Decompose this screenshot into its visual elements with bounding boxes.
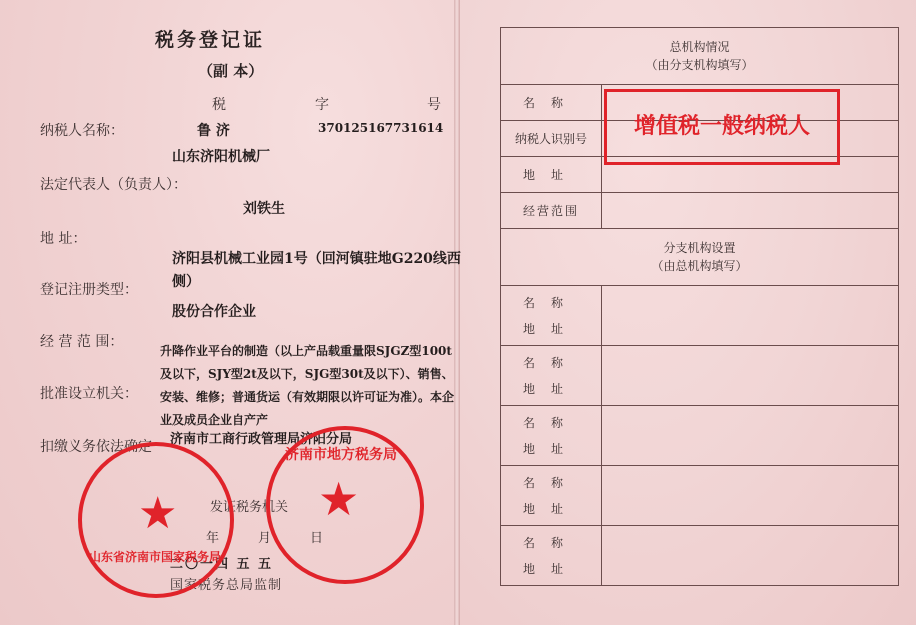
- national-seal-text: 山东省济南市国家税务局: [88, 550, 221, 564]
- branch-1-addr-label: 地址: [522, 321, 579, 336]
- issue-date: 二〇一四 五 五: [170, 557, 274, 572]
- date-label-year: 年: [206, 531, 220, 546]
- legal-rep-label: 法定代表人（负责人）：: [40, 177, 187, 193]
- branch-1-labels: [501, 286, 602, 346]
- branch-4-name-label: 名称: [522, 475, 579, 490]
- branch-title: 分支机构设置: [663, 241, 736, 255]
- row-label-name: 名称: [501, 85, 602, 121]
- tax-no-header-3: 号: [427, 97, 441, 113]
- scope-label: 经 营 范 围：: [40, 334, 124, 350]
- address-label: 地 址：: [40, 231, 87, 247]
- branch-2-name-label: 名称: [522, 355, 579, 370]
- tax-no-header-1: 税: [212, 97, 226, 113]
- page-fold: [454, 0, 460, 625]
- taxpayer-label: 纳税人名称：: [40, 123, 124, 139]
- issuer-label: 发证税务机关: [210, 500, 289, 515]
- footer-supervision: 国家税务总局监制: [170, 578, 283, 593]
- hq-subtitle: （由分支机构填写）: [645, 58, 754, 72]
- branch-5-labels: [501, 526, 602, 586]
- branch-2-labels: [501, 346, 602, 406]
- row-label-taxid: 纳税人识别号: [501, 121, 602, 157]
- business-scope: 升降作业平台的制造（以上产品载重量限SJGZ型100t及以下，SJY型2t及以下，SJG型30t及以下）、销售、安装、维修；普通货运（有效期限以许可证为准）。本企业及成员企业自产产: [160, 344, 455, 427]
- branch-2-addr-label: 地址: [522, 381, 579, 396]
- branch-5-value: [602, 526, 899, 586]
- branch-3-value: [602, 406, 899, 466]
- withholding-label: 扣缴义务依法确定: [40, 439, 152, 455]
- branch-2-value: [602, 346, 899, 406]
- legal-rep-name: 刘铁生: [243, 201, 285, 217]
- branch-3-addr-label: 地址: [522, 441, 579, 456]
- row-label-scope: 经营范围: [501, 193, 602, 229]
- certificate-title: 税务登记证: [155, 29, 266, 51]
- vat-taxpayer-stamp: 增值税一般纳税人: [604, 89, 840, 165]
- reg-type-value: 股份合作企业: [172, 304, 256, 320]
- row-label-address: 地址: [501, 157, 602, 193]
- date-label-day: 日: [310, 531, 324, 546]
- tax-number: 370125167731614: [318, 121, 444, 135]
- taxpayer-name: 山东济阳机械厂: [172, 149, 270, 165]
- branch-3-labels: [501, 406, 602, 466]
- branch-header-cell: [501, 229, 899, 286]
- date-label-month: 月: [258, 531, 272, 546]
- branch-4-labels: [501, 466, 602, 526]
- national-seal-star-icon: ★: [138, 488, 178, 539]
- branch-3-name-label: 名称: [522, 415, 579, 430]
- hq-header-cell: [501, 28, 899, 85]
- address-value: 济阳县机械工业园1号（回河镇驻地G220线西侧）: [172, 251, 461, 290]
- approval-org: 济南市工商行政管理局济阳分局: [170, 432, 353, 447]
- branch-4-value: [602, 466, 899, 526]
- branch-5-name-label: 名称: [522, 535, 579, 550]
- tax-prefix: 鲁 济: [197, 123, 230, 139]
- branch-subtitle: （由总机构填写）: [651, 259, 748, 273]
- tax-no-header-2: 字: [315, 97, 329, 113]
- local-seal-text: 济南市地方税务局: [285, 447, 397, 463]
- reg-type-label: 登记注册类型：: [40, 282, 138, 298]
- branch-1-name-label: 名称: [522, 295, 579, 310]
- hq-title: 总机构情况: [669, 40, 730, 54]
- branch-5-addr-label: 地址: [522, 561, 579, 576]
- certificate-subtitle: （副 本）: [198, 62, 264, 80]
- branch-4-addr-label: 地址: [522, 501, 579, 516]
- approval-label: 批准设立机关：: [40, 386, 138, 402]
- local-seal-star-icon: ★: [318, 472, 360, 526]
- branch-1-value: [602, 286, 899, 346]
- row-value-scope: [602, 193, 899, 229]
